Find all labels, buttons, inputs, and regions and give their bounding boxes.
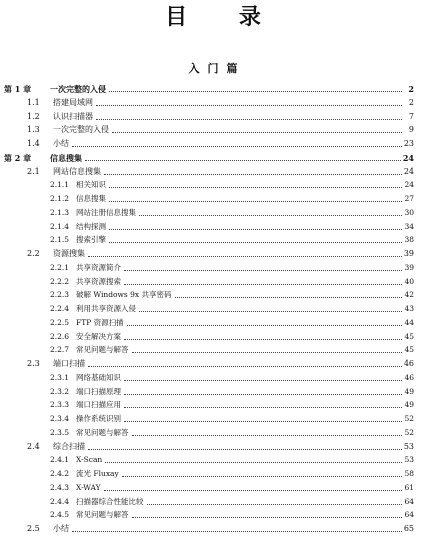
toc-leader-dots — [88, 256, 402, 257]
toc-entry-label: 一次完整的入侵 — [53, 125, 109, 135]
toc-entry-page: 2 — [408, 97, 414, 107]
toc-entry-number: 2.4.5 — [50, 510, 70, 520]
toc-entry-label: 信息搜集 — [76, 194, 106, 203]
toc-entry-number: 2.2.4 — [50, 304, 70, 313]
toc-subsection[interactable] — [50, 383, 414, 397]
toc-entry-page: 38 — [404, 235, 414, 245]
toc-leader-dots — [85, 160, 401, 161]
toc-entry-page: 24 — [402, 152, 414, 163]
toc-entry-number: 2.5 — [27, 524, 40, 533]
toc-entry-page: 23 — [403, 139, 414, 148]
toc-entry-page: 24 — [404, 180, 414, 190]
toc-leader-dots — [109, 91, 402, 92]
toc-entry-page: 34 — [404, 221, 414, 231]
toc-entry-label: FTP 资源扫描 — [76, 317, 124, 327]
toc-section[interactable] — [27, 94, 414, 108]
toc-entry-label: 小结 — [53, 524, 69, 533]
toc-entry-label: 端口扫描原理 — [76, 386, 121, 396]
toc-leader-dots — [96, 119, 402, 120]
toc-subsection[interactable] — [50, 314, 414, 328]
toc-entry-number: 2.2.7 — [50, 345, 70, 355]
toc-entry-number: 1.2 — [27, 111, 40, 121]
toc-section[interactable] — [27, 355, 414, 369]
toc-leader-dots — [124, 339, 402, 340]
toc-entry-page: 39 — [403, 249, 414, 258]
toc-entry-number: 2.1.5 — [50, 235, 70, 245]
toc-leader-dots — [104, 490, 402, 491]
toc-entry-label: 搭建局域网 — [53, 97, 93, 107]
toc-entry-page: 42 — [404, 290, 414, 300]
toc-subsection[interactable] — [50, 204, 414, 218]
toc-leader-dots — [124, 284, 402, 285]
toc-entry-number: 1.4 — [27, 139, 40, 148]
toc-leader-dots — [96, 105, 402, 106]
toc-entry-page: 39 — [404, 262, 414, 272]
toc-entry-number: 2.2.5 — [50, 317, 70, 327]
toc-entry-number: 2.3.1 — [50, 372, 70, 382]
toc-entry-page: 52 — [404, 414, 414, 423]
toc-subsection[interactable] — [50, 328, 414, 342]
toc-entry-number: 2.1.2 — [50, 194, 70, 203]
toc-leader-dots — [109, 187, 402, 188]
toc-entry-number: 2.1.1 — [50, 180, 70, 190]
toc-entry-label: 流光 Fluxay — [76, 469, 119, 478]
toc-subsection[interactable] — [50, 259, 414, 273]
toc-entry-label: 综合扫描 — [53, 441, 85, 451]
toc-leader-dots — [105, 462, 402, 463]
toc-entry-number: 2.3.2 — [50, 386, 70, 396]
toc-entry-page: 64 — [404, 510, 414, 520]
toc-subsection[interactable] — [50, 341, 414, 355]
toc-section[interactable] — [27, 108, 414, 122]
toc-entry-page: 64 — [404, 496, 414, 506]
toc-entry-label: 端口扫描应用 — [76, 400, 121, 410]
toc-chapter[interactable] — [4, 80, 414, 94]
toc-section[interactable] — [27, 245, 414, 259]
toc-leader-dots — [175, 297, 402, 298]
toc-entry-label: 利用共享资源入侵 — [76, 304, 136, 313]
toc-entry-number: 2.1.4 — [50, 221, 70, 231]
toc-entry-page: 65 — [403, 524, 414, 533]
toc-entry-label: 共享资源简介 — [76, 262, 121, 272]
toc-entry-number: 1.3 — [27, 125, 40, 135]
toc-entry-page: 49 — [404, 386, 414, 396]
toc-entry-label: 安全解决方案 — [76, 331, 121, 341]
toc-entry-page: 9 — [408, 125, 414, 135]
toc-entry-number: 2.1 — [27, 166, 40, 176]
toc-subsection[interactable] — [50, 369, 414, 383]
toc-entry-label: 认识扫描器 — [53, 111, 93, 121]
toc-entry-number: 2.3.3 — [50, 400, 70, 410]
toc-entry-number: 2.3 — [27, 359, 40, 368]
toc-entry-number: 2.1.3 — [50, 207, 70, 217]
toc-entry-page: 43 — [404, 304, 414, 313]
toc-entry-page: 7 — [408, 111, 414, 121]
toc-entry-number: 2.2.2 — [50, 276, 70, 286]
page-title: 目 录 — [165, 4, 283, 30]
toc-subsection[interactable] — [50, 451, 414, 465]
toc-entry-number: 第 2 章 — [4, 152, 32, 163]
toc-entry-number: 2.2.3 — [50, 290, 70, 300]
toc-chapter[interactable] — [4, 149, 414, 163]
toc-entry-label: 操作系统识别 — [76, 414, 121, 423]
toc-entry-page: 24 — [403, 166, 414, 176]
toc-entry-number: 2.2 — [27, 249, 40, 258]
toc-subsection[interactable] — [50, 479, 414, 493]
toc-entry-page: 49 — [404, 400, 414, 410]
toc-entry-number: 2.3.4 — [50, 414, 70, 423]
toc-entry-label: 常见问题与解答 — [76, 345, 129, 355]
part-title: 入门篇 — [188, 62, 246, 75]
toc-leader-dots — [132, 517, 403, 518]
toc-entry-page: 53 — [403, 441, 414, 451]
toc-entry-label: 扫描器综合性能比较 — [76, 496, 144, 506]
toc-subsection[interactable] — [50, 231, 414, 245]
toc-entry-page: 27 — [404, 194, 414, 203]
toc-entry-page: 2 — [408, 84, 414, 94]
toc-leader-dots — [127, 325, 402, 326]
toc-entry-number: 2.4 — [27, 441, 40, 451]
toc-subsection[interactable] — [50, 410, 414, 424]
toc-entry-label: 网站信息搜集 — [53, 166, 101, 176]
toc-entry-label: X-WAY — [76, 482, 101, 492]
toc-entry-label: 常见问题与解答 — [76, 427, 129, 437]
toc-entry-page: 45 — [404, 331, 414, 341]
toc-section[interactable] — [27, 520, 414, 534]
toc-entry-label: 结构探测 — [76, 221, 106, 231]
toc-entry-number: 2.4.2 — [50, 469, 70, 478]
toc-entry-label: 常见问题与解答 — [76, 510, 129, 520]
toc-entry-page: 46 — [403, 359, 414, 368]
toc-entry-page: 61 — [404, 482, 414, 492]
toc-subsection[interactable] — [50, 424, 414, 438]
toc-leader-dots — [88, 449, 402, 450]
toc-entry-number: 2.4.3 — [50, 482, 70, 492]
toc-entry-number: 2.2.6 — [50, 331, 70, 341]
toc-leader-dots — [72, 146, 402, 147]
toc-leader-dots — [88, 366, 402, 367]
toc-subsection[interactable] — [50, 218, 414, 232]
toc-entry-label: X-Scan — [76, 455, 103, 465]
toc-entry-number: 2.3.5 — [50, 427, 70, 437]
toc-entry-number: 2.2.1 — [50, 262, 70, 272]
toc-subsection[interactable] — [50, 465, 414, 479]
toc-subsection[interactable] — [50, 396, 414, 410]
toc-subsection[interactable] — [50, 190, 414, 204]
toc-section[interactable] — [27, 438, 414, 452]
toc-leader-dots — [124, 270, 402, 271]
toc-entry-label: 小结 — [53, 139, 69, 148]
toc-entry-label: 破解 Windows 9x 共享密码 — [76, 290, 172, 300]
toc-subsection[interactable] — [50, 300, 414, 314]
toc-entry-label: 网络基础知识 — [76, 372, 121, 382]
toc-entry-number: 1.1 — [27, 97, 40, 107]
toc-entry-label: 资源搜集 — [53, 249, 85, 258]
toc-entry-number: 2.4.4 — [50, 496, 70, 506]
toc-section[interactable] — [27, 163, 414, 177]
toc-entry-label: 网站注册信息搜集 — [76, 207, 136, 217]
toc-entry-label: 端口扫描 — [53, 359, 85, 368]
toc-entry-page: 44 — [404, 317, 414, 327]
toc-leader-dots — [109, 201, 402, 202]
toc-entry-label: 相关知识 — [76, 180, 106, 190]
toc-leader-dots — [139, 311, 402, 312]
toc-subsection[interactable] — [50, 493, 414, 507]
toc-entry-page: 53 — [404, 455, 414, 465]
toc-leader-dots — [104, 174, 402, 175]
toc-entry-label: 搜索引擎 — [76, 235, 106, 245]
toc-leader-dots — [132, 435, 403, 436]
toc-entry-number: 第 1 章 — [4, 84, 32, 94]
toc-leader-dots — [139, 215, 402, 216]
toc-leader-dots — [124, 421, 402, 422]
toc-subsection[interactable] — [50, 506, 414, 520]
toc-leader-dots — [124, 380, 402, 381]
toc-entry-page: 58 — [404, 469, 414, 478]
toc-entry-page: 30 — [404, 207, 414, 217]
toc-subsection[interactable] — [50, 286, 414, 300]
toc-section[interactable] — [27, 135, 414, 149]
toc-entry-label: 一次完整的入侵 — [50, 84, 106, 94]
toc-leader-dots — [109, 229, 402, 230]
toc-entry-page: 46 — [404, 372, 414, 382]
toc-entry-page: 52 — [404, 427, 414, 437]
toc-entry-number: 2.4.1 — [50, 455, 70, 465]
toc-entry-label: 共享资源搜索 — [76, 276, 121, 286]
toc-leader-dots — [124, 394, 402, 395]
toc-leader-dots — [112, 132, 402, 133]
toc-leader-dots — [109, 242, 402, 243]
toc-section[interactable] — [27, 121, 414, 135]
toc-subsection[interactable] — [50, 273, 414, 287]
toc-entry-page: 45 — [404, 345, 414, 355]
toc-leader-dots — [122, 476, 402, 477]
toc-leader-dots — [132, 352, 403, 353]
toc-leader-dots — [72, 531, 402, 532]
toc-entry-label: 信息搜集 — [50, 152, 82, 163]
toc-subsection[interactable] — [50, 176, 414, 190]
toc-leader-dots — [147, 504, 403, 505]
toc-leader-dots — [124, 407, 402, 408]
toc-entry-page: 40 — [404, 276, 414, 286]
